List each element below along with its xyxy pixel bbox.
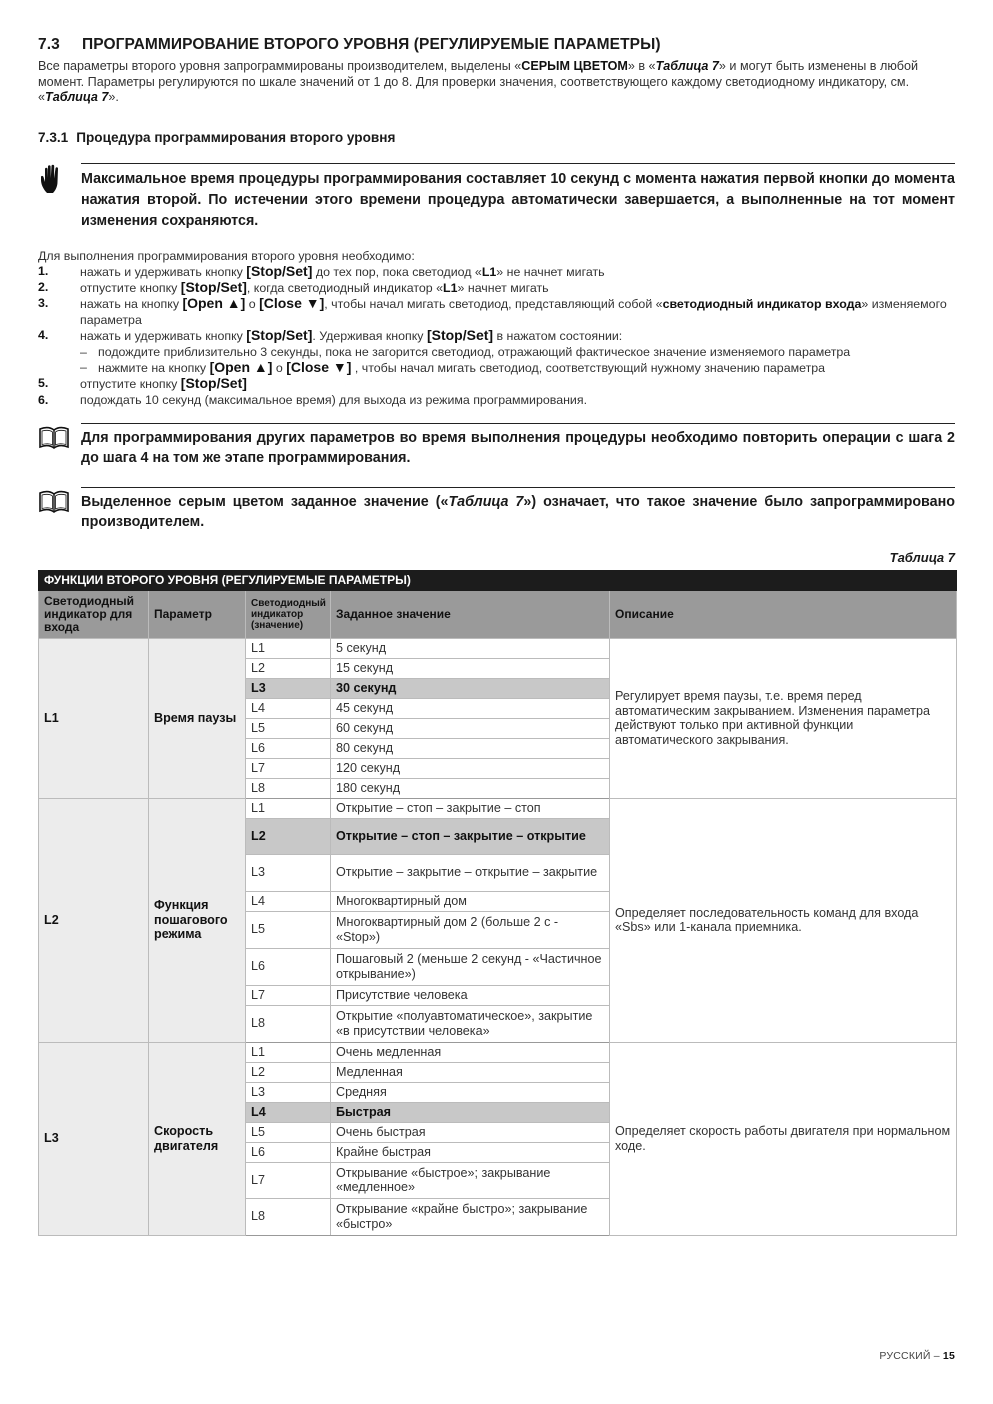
button-label: [Close ▼] xyxy=(286,358,352,375)
value-led-cell: L8 xyxy=(246,778,331,798)
setting-cell: Открытие – стоп – закрытие – стоп xyxy=(331,798,610,818)
step-text: , когда светодиодный индикатор « xyxy=(246,280,444,295)
table-reference: Таблица 7 xyxy=(655,59,719,73)
section-title: ПРОГРАММИРОВАНИЕ ВТОРОГО УРОВНЯ (РЕГУЛИРУЕМЫЕ ПАРАМЕТРЫ) xyxy=(82,36,661,53)
table-reference: Таблица 7 xyxy=(448,494,524,511)
warning-text: Максимальное время процедуры программирования составляет 10 секунд с момента нажатия первой кнопки до момента нажатия второй. По истечении этого времени процедура автоматически завершается, а выполненные на тот момент изменения сохраняются. xyxy=(81,170,955,229)
setting-cell: 80 секунд xyxy=(331,738,610,758)
step-text: нажать и удерживать кнопку xyxy=(80,329,247,344)
note-text-part: ») означает, что такое значение было запрограммировано производителем. xyxy=(81,494,955,531)
step-text: » не начнет мигать xyxy=(496,264,605,279)
value-led-cell: L6 xyxy=(246,1142,331,1162)
setting-cell: Многоквартирный дом 2 (больше 2 с - «Stop») xyxy=(331,911,610,948)
book-icon xyxy=(38,489,70,515)
table-row xyxy=(39,1042,957,1062)
button-label: [Stop/Set] xyxy=(426,327,494,344)
step-6 xyxy=(38,393,955,408)
step-number: 1. xyxy=(38,263,49,278)
description-cell: Определяет последовательность команд для входа «Sbs» или 1-канала приемника. xyxy=(610,798,957,1042)
setting-cell: 30 секунд xyxy=(331,678,610,698)
page-footer xyxy=(879,1350,955,1362)
warning-notice xyxy=(38,163,955,232)
value-led-cell: L3 xyxy=(246,1082,331,1102)
value-led-cell: L1 xyxy=(246,1042,331,1062)
value-led-cell: L4 xyxy=(246,698,331,718)
value-led-cell: L7 xyxy=(246,1162,331,1198)
value-led-cell: L7 xyxy=(246,985,331,1005)
value-led-cell: L3 xyxy=(246,854,331,891)
value-led-cell: L2 xyxy=(246,818,331,854)
header-setting: Заданное значение xyxy=(331,590,610,638)
value-led-cell: L4 xyxy=(246,891,331,911)
setting-cell: 15 секунд xyxy=(331,658,610,678)
subsection-heading xyxy=(38,130,955,145)
header-led: Светодиодный индикатор для входа xyxy=(39,590,149,638)
table-reference: Таблица 7 xyxy=(45,90,109,104)
setting-cell: Открытие – закрытие – открытие – закрытие xyxy=(331,854,610,891)
step-text: подождите приблизительно 3 секунды, пока не загорится светодиод, отражающий фактическое значение изменяемого параметра xyxy=(98,344,851,359)
step-text: в нажатом состоянии: xyxy=(493,329,623,344)
button-label: [Stop/Set] xyxy=(180,278,247,295)
intro-text: » в « xyxy=(627,59,656,73)
note-text: Для программирования других параметров во время выполнения процедуры необходимо повторить операции с шага 2 до шага 4 на том же этапе программирования. xyxy=(81,430,955,467)
parameters-table xyxy=(38,570,957,1236)
step-text: , чтобы начал мигать светодиод, представляющий собой « xyxy=(324,297,663,312)
input-led-cell: L2 xyxy=(39,798,149,1042)
table-caption: Таблица 7 xyxy=(889,550,955,566)
dash: – xyxy=(80,359,87,374)
header-description: Описание xyxy=(610,590,957,638)
step-number: 6. xyxy=(38,392,49,407)
value-led-cell: L6 xyxy=(246,738,331,758)
value-led-cell: L8 xyxy=(246,1005,331,1042)
step-text: подождать 10 секунд (максимальное время) для выхода из режима программирования. xyxy=(80,392,588,407)
step-text: . Удерживая кнопку xyxy=(312,329,427,344)
parameter-cell: Время паузы xyxy=(149,638,246,798)
intro-text: Все параметры второго уровня запрограммированы производителем, выделены « xyxy=(38,59,522,73)
setting-cell: Средняя xyxy=(331,1082,610,1102)
setting-cell: Крайне быстрая xyxy=(331,1142,610,1162)
subsection-number: 7.3.1 xyxy=(38,129,69,145)
value-led-cell: L6 xyxy=(246,948,331,985)
step-1 xyxy=(38,264,955,280)
intro-text: » и могут быть изменены в любой момент. Параметры регулируются по шкале значений от 1 до 8. Для проверки значения, соответствующего каждому светодиодному индикатору, см. « xyxy=(38,59,919,104)
setting-cell: Медленная xyxy=(331,1062,610,1082)
setting-cell: Пошаговый 2 (меньше 2 секунд - «Частичное открывание») xyxy=(331,948,610,985)
step-bold: светодиодный индикатор входа xyxy=(662,297,862,312)
description-cell: Регулирует время паузы, т.е. время перед автоматическим закрыванием. Изменения параметра действуют только при активной функции автоматического закрывания. xyxy=(610,638,957,798)
value-led-cell: L1 xyxy=(246,638,331,658)
step-4 xyxy=(38,328,955,344)
note-text-part: Выделенное серым цветом заданное значение (« xyxy=(81,494,449,511)
steps-list xyxy=(38,264,955,409)
setting-cell: Открывание «быстрое»; закрывание «медленное» xyxy=(331,1162,610,1198)
step-number: 4. xyxy=(38,328,49,343)
setting-cell: Многоквартирный дом xyxy=(331,891,610,911)
step-2 xyxy=(38,280,955,296)
step-text: нажмите на кнопку xyxy=(98,360,210,375)
setting-cell: Очень быстрая xyxy=(331,1122,610,1142)
intro-bold: СЕРЫМ ЦВЕТОМ xyxy=(521,59,628,73)
step-text: o xyxy=(272,360,287,375)
section-intro xyxy=(38,59,955,106)
value-led-cell: L2 xyxy=(246,1062,331,1082)
section-heading xyxy=(38,36,955,56)
step-number: 3. xyxy=(38,296,49,311)
parameter-cell: Функция пошагового режима xyxy=(149,798,246,1042)
section-number: 7.3 xyxy=(38,36,60,53)
setting-cell: 180 секунд xyxy=(331,778,610,798)
setting-cell: Очень медленная xyxy=(331,1042,610,1062)
led-label: L1 xyxy=(481,264,497,279)
footer-language: РУССКИЙ – xyxy=(879,1350,943,1362)
setting-cell: Присутствие человека xyxy=(331,985,610,1005)
table-header-row xyxy=(39,590,957,638)
description-cell: Определяет скорость работы двигателя при нормальном ходе. xyxy=(610,1042,957,1235)
note-repeat-steps xyxy=(38,423,955,468)
intro-text: ». xyxy=(108,90,119,104)
button-label: [Stop/Set] xyxy=(246,262,313,279)
value-led-cell: L5 xyxy=(246,1122,331,1142)
value-led-cell: L7 xyxy=(246,758,331,778)
header-value: Светодиодный индикатор (значение) xyxy=(246,590,331,638)
subsection-title: Процедура программирования второго уровня xyxy=(76,129,396,145)
step-text: нажать и удерживать кнопку xyxy=(80,264,247,279)
setting-cell: Открытие – стоп – закрытие – открытие xyxy=(331,818,610,854)
steps-intro: Для выполнения программирования второго уровня необходимо: xyxy=(38,248,415,263)
step-number: 5. xyxy=(38,376,49,391)
note-text xyxy=(81,492,955,532)
button-label: [Open ▲] xyxy=(182,295,246,312)
note-default-value xyxy=(38,487,955,532)
step-4a xyxy=(38,345,955,360)
value-led-cell: L3 xyxy=(246,678,331,698)
table-title: ФУНКЦИИ ВТОРОГО УРОВНЯ (РЕГУЛИРУЕМЫЕ ПАРАМЕТРЫ) xyxy=(39,571,957,591)
table-title-row xyxy=(39,571,957,591)
setting-cell: 120 секунд xyxy=(331,758,610,778)
parameter-cell: Скорость двигателя xyxy=(149,1042,246,1235)
value-led-cell: L2 xyxy=(246,658,331,678)
step-3 xyxy=(38,296,955,328)
table-row xyxy=(39,798,957,818)
setting-cell: 60 секунд xyxy=(331,718,610,738)
step-text: нажать на кнопку xyxy=(80,297,183,312)
input-led-cell: L1 xyxy=(39,638,149,798)
step-5 xyxy=(38,376,955,392)
value-led-cell: L5 xyxy=(246,718,331,738)
setting-cell: Открытие «полуавтоматическое», закрытие «в присутствии человека» xyxy=(331,1005,610,1042)
led-label: L1 xyxy=(443,280,458,295)
document-page xyxy=(38,36,955,1236)
step-text: » начнет мигать xyxy=(457,280,549,295)
step-number: 2. xyxy=(38,279,49,294)
table-row xyxy=(39,638,957,658)
step-4b xyxy=(38,360,955,376)
step-text: до тех пор, пока светодиод « xyxy=(312,264,482,279)
setting-cell: 5 секунд xyxy=(331,638,610,658)
value-led-cell: L1 xyxy=(246,798,331,818)
setting-cell: Быстрая xyxy=(331,1102,610,1122)
hand-stop-icon xyxy=(38,163,70,195)
value-led-cell: L8 xyxy=(246,1198,331,1235)
button-label: [Stop/Set] xyxy=(246,327,313,344)
book-icon xyxy=(38,425,70,451)
step-text: , чтобы начал мигать светодиод, соответствующий нужному значению параметра xyxy=(351,360,826,375)
step-text: o xyxy=(245,297,260,312)
page-number: 15 xyxy=(942,1350,955,1362)
button-label: [Open ▲] xyxy=(209,358,273,375)
setting-cell: Открывание «крайне быстро»; закрывание «быстро» xyxy=(331,1198,610,1235)
value-led-cell: L5 xyxy=(246,911,331,948)
value-led-cell: L4 xyxy=(246,1102,331,1122)
button-label: [Stop/Set] xyxy=(180,375,247,392)
dash: – xyxy=(80,344,87,359)
header-param: Параметр xyxy=(149,590,246,638)
step-text: отпустите кнопку xyxy=(80,280,181,295)
step-text: » изменяемого параметра xyxy=(80,297,947,327)
input-led-cell: L3 xyxy=(39,1042,149,1235)
setting-cell: 45 секунд xyxy=(331,698,610,718)
button-label: [Close ▼] xyxy=(259,295,325,312)
step-text: отпустите кнопку xyxy=(80,377,181,392)
